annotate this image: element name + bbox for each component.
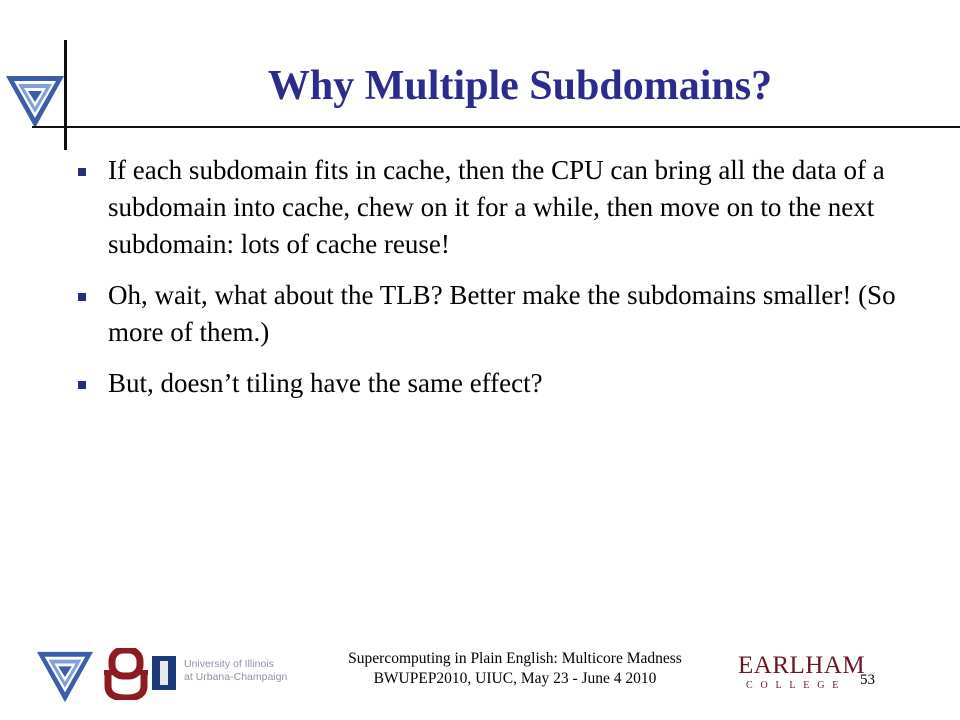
footer-line2: BWUPEP2010, UIUC, May 23 - June 4 2010 (373, 670, 657, 687)
uiuc-line1: University of Illinois (184, 658, 274, 670)
footer-line1: Supercomputing in Plain English: Multicore Madness (348, 650, 682, 667)
slide-title: Why Multiple Subdomains? (267, 63, 773, 109)
triangle-logo-icon (4, 72, 66, 130)
bullet-text: Oh, wait, what about the TLB? Better make the subdomains smaller! (So more of them.) (108, 280, 896, 347)
bullet-icon (78, 168, 86, 176)
triangle-logo-icon (34, 648, 96, 704)
earlham-name: EARLHAM (738, 652, 866, 679)
header-horizontal-line (32, 126, 960, 128)
uiuc-line2: at Urbana-Champaign (184, 671, 288, 683)
header-vertical-line (64, 40, 67, 150)
bullet-list (78, 152, 898, 416)
bullet-item (78, 152, 898, 263)
earlham-sub: COLLEGE (746, 680, 847, 691)
bullet-icon (78, 293, 86, 301)
bullet-icon (78, 381, 86, 389)
uiuc-i-icon (152, 656, 176, 690)
bullet-item (78, 365, 898, 402)
uiuc-logo-text (184, 658, 294, 684)
bullet-item (78, 277, 898, 351)
footer-text (300, 649, 730, 689)
ou-logo-icon (104, 648, 148, 700)
earlham-logo (738, 652, 866, 692)
bullet-text: But, doesn’t tiling have the same effect? (108, 368, 543, 398)
bullet-text: If each subdomain fits in cache, then the CPU can bring all the data of a subdomain into cache, chew on it for a while, then move on to the next subdomain: lots of cache reuse! (108, 155, 885, 259)
page-number: 53 (860, 672, 875, 688)
